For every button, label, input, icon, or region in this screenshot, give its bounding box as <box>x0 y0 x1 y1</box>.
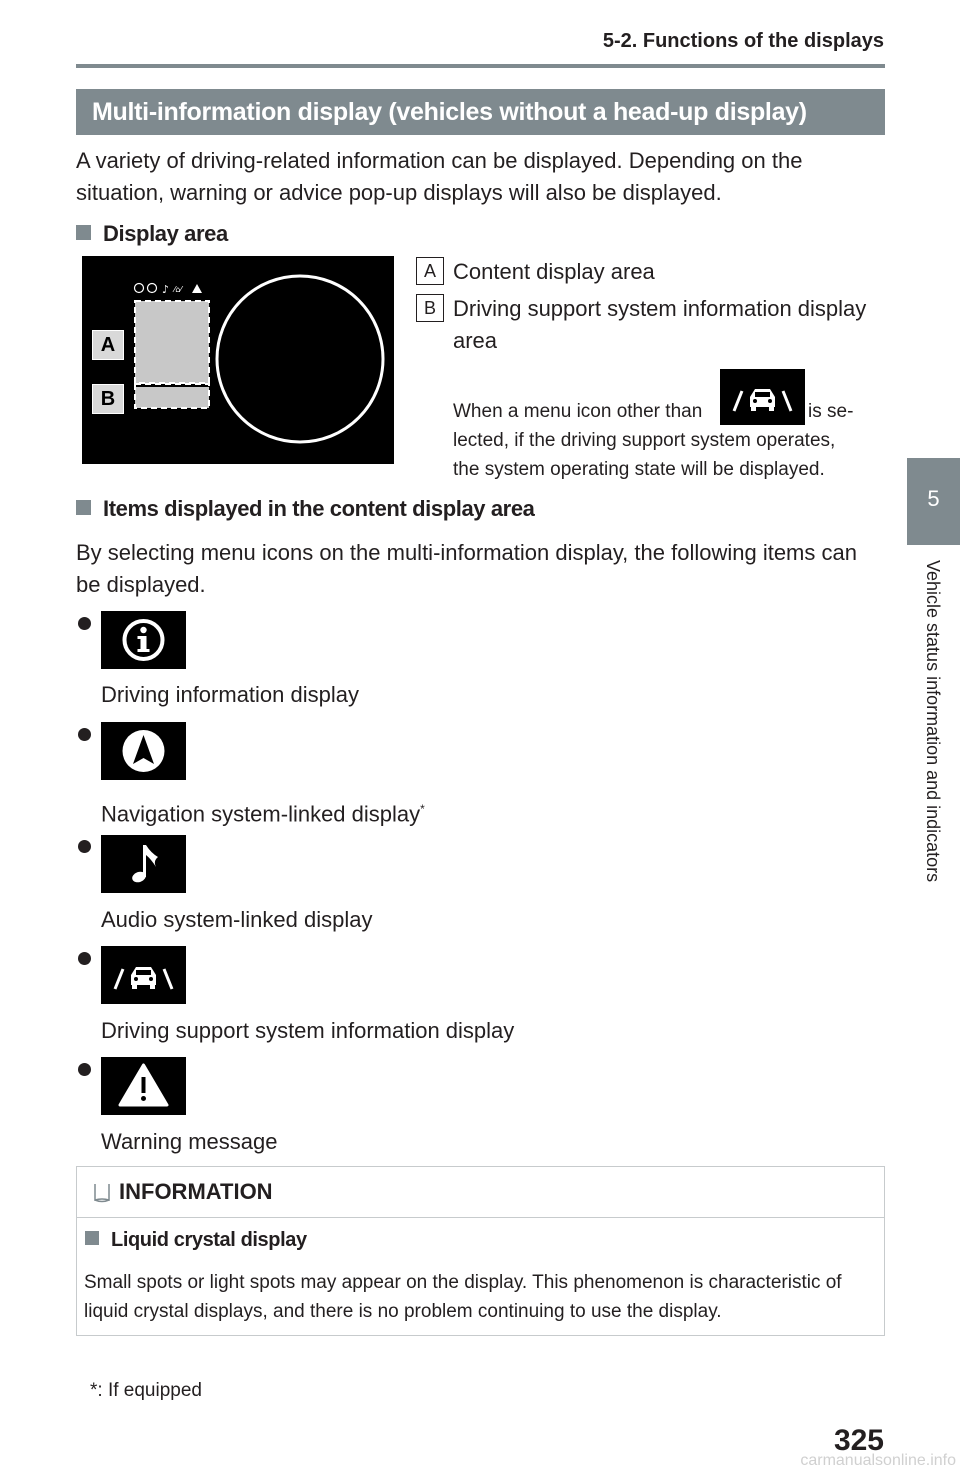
information-line-2: liquid crystal displays, and there is no problem continuing to use the display. <box>84 1301 722 1322</box>
header-rule <box>76 64 885 68</box>
items-intro-line-1: By selecting menu icons on the multi-information display, the following items can <box>76 540 857 565</box>
info-icon <box>101 611 186 669</box>
information-header <box>77 1167 884 1218</box>
navigation-icon <box>101 722 186 780</box>
callout-text-b-line-1: Driving support system information display <box>453 296 867 321</box>
information-line-1: Small spots or light spots may appear on the display. This phenomenon is characteristic of <box>84 1272 842 1293</box>
square-bullet-icon <box>76 225 91 240</box>
square-bullet-icon <box>85 1231 99 1245</box>
note-line-3: the system operating state will be displayed. <box>453 459 825 480</box>
watermark: carmanualsonline.info <box>800 1452 956 1469</box>
warning-icon <box>101 1057 186 1115</box>
items-intro-line-2: be displayed. <box>76 572 206 597</box>
section-title-bar <box>76 89 885 135</box>
bullet-dot <box>78 952 91 965</box>
svg-text:♪: ♪ <box>162 283 170 296</box>
square-bullet-icon <box>76 500 91 515</box>
callout-marker-b: B <box>416 294 444 322</box>
book-icon <box>92 1181 112 1205</box>
item-label-driving-info: Driving information display <box>101 682 359 707</box>
information-box <box>76 1166 885 1336</box>
chapter-side-label: Vehicle status information and indicators <box>923 560 943 883</box>
callout-marker-a: A <box>416 257 444 285</box>
intro-line-2: situation, warning or advice pop-up displays will also be displayed. <box>76 180 722 205</box>
section-title: Multi-information display (vehicles without a head-up display) <box>92 98 807 126</box>
item-label-warning: Warning message <box>101 1129 278 1154</box>
chapter-number: 5 <box>927 486 940 511</box>
footnote-marker: * <box>420 802 425 816</box>
bullet-dot <box>78 1063 91 1076</box>
display-area-heading: Display area <box>76 221 228 247</box>
display-area-diagram <box>82 256 394 464</box>
items-heading: Items displayed in the content display area <box>76 496 535 522</box>
chapter-header: 5-2. Functions of the displays <box>602 30 884 52</box>
driving-support-icon <box>101 946 186 1004</box>
callout-text-b-line-2: area <box>453 328 498 353</box>
driving-support-icon <box>720 369 805 425</box>
information-title: INFORMATION <box>119 1179 273 1204</box>
svg-text:⁄⌂⁄: ⁄⌂⁄ <box>174 285 182 294</box>
note-line-1a: When a menu icon other than <box>453 401 703 422</box>
page-number: 325 <box>833 1424 884 1457</box>
item-label-audio: Audio system-linked display <box>101 907 373 932</box>
chapter-tab[interactable] <box>907 458 960 545</box>
bullet-dot <box>78 728 91 741</box>
note-line-2: lected, if the driving support system operates, <box>453 430 836 451</box>
note-line-1b: is se- <box>808 401 854 422</box>
item-label-navigation: Navigation system-linked display* <box>101 801 425 827</box>
music-note-icon <box>101 835 186 893</box>
information-heading: Liquid crystal display <box>85 1229 307 1252</box>
item-label-driving-support: Driving support system information display <box>101 1018 515 1043</box>
bullet-dot <box>78 840 91 853</box>
figure-label-b: B <box>92 384 124 414</box>
intro-line-1: A variety of driving-related information can be displayed. Depending on the <box>76 148 803 173</box>
bullet-dot <box>78 617 91 630</box>
figure-label-a: A <box>92 330 124 360</box>
footnote: *: If equipped <box>90 1380 202 1401</box>
display-area-figure <box>82 256 394 464</box>
callout-text-a: Content display area <box>453 259 655 284</box>
